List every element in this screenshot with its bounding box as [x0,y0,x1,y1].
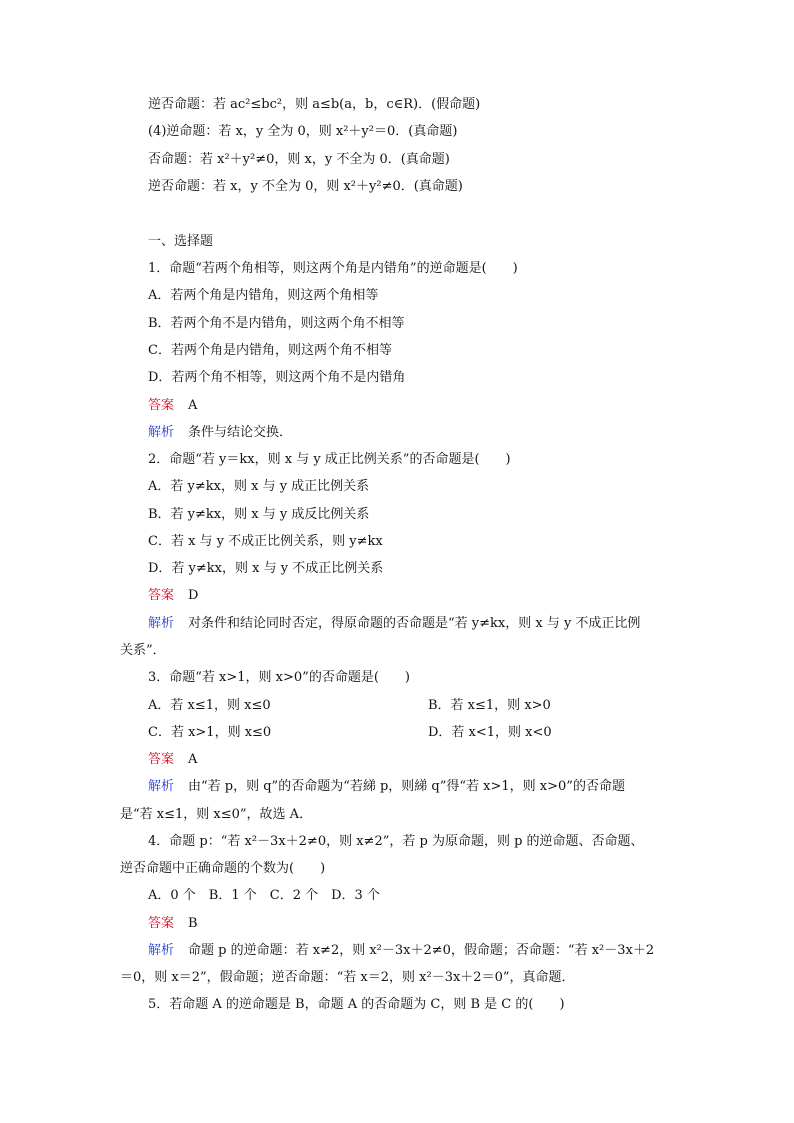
answer-label: 答案 [148,752,175,767]
text-line: 逆否命题：若 ac²≤bc²，则 a≤b(a，b，c∈R)．(假命题) [148,97,481,112]
analysis-label: 解析 [148,779,175,794]
question-2-stem: 2．命题“若 y＝kx，则 x 与 y 成正比例关系”的否命题是( ) [148,452,511,467]
question-2-option-d: D．若 y≠kx，则 x 与 y 不成正比例关系 [148,561,384,576]
section-heading: 一、选择题 [148,234,214,249]
question-1-option-b: B．若两个角不是内错角，则这两个角不相等 [148,316,405,331]
answer-value: A [188,752,198,767]
analysis-label: 解析 [148,425,175,440]
question-2-option-c: C．若 x 与 y 不成正比例关系，则 y≠kx [148,534,383,549]
question-4-stem: 4．命题 p：“若 x²－3x＋2≠0，则 x≠2”，若 p 为原命题，则 p 的逆命题、否命题、 [148,834,644,849]
question-3-stem: 3．命题“若 x>1，则 x>0”的否命题是( ) [148,670,410,685]
analysis-text: 由“若 p，则 q”的否命题为“若綈 p，则綈 q”得“若 x>1，则 x>0”的否命题 [188,779,625,794]
question-3-option-c: C．若 x>1，则 x≤0 [148,725,272,740]
answer-value: D [188,588,199,603]
text-line: (4)逆命题：若 x，y 全为 0，则 x²＋y²＝0．(真命题) [148,124,458,139]
text-line: 否命题：若 x²＋y²≠0，则 x，y 不全为 0．(真命题) [148,152,450,167]
question-5-stem: 5．若命题 A 的逆命题是 B，命题 A 的否命题为 C，则 B 是 C 的( ) [148,997,565,1012]
question-3-option-d: D．若 x<1，则 x<0 [428,725,552,740]
question-1-option-a: A．若两个角是内错角，则这两个角相等 [148,288,379,303]
question-1-stem: 1．命题“若两个角相等，则这两个角是内错角”的逆命题是( ) [148,261,518,276]
question-4-stem-continued: 逆否命题中正确命题的个数为( ) [120,861,326,876]
question-1-option-d: D．若两个角不相等，则这两个角不是内错角 [148,370,406,385]
question-2-option-a: A．若 y≠kx，则 x 与 y 成正比例关系 [148,479,370,494]
question-4-options: A．0 个 B．1 个 C．2 个 D．3 个 [148,888,380,903]
analysis-text-continued: ＝0，则 x＝2”，假命题；逆否命题：“若 x＝2，则 x²－3x＋2＝0”，真命题． [120,970,575,985]
question-3-option-a: A．若 x≤1，则 x≤0 [148,698,271,713]
answer-label: 答案 [148,398,175,413]
analysis-text: 对条件和结论同时否定，得原命题的否命题是“若 y≠kx，则 x 与 y 不成正比例 [188,616,641,631]
answer-label: 答案 [148,588,175,603]
answer-label: 答案 [148,916,175,931]
answer-value: A [188,398,198,413]
analysis-text: 条件与结论交换． [188,425,293,440]
answer-value: B [188,916,198,931]
question-3-option-b: B．若 x≤1，则 x>0 [428,698,551,713]
analysis-text-continued: 是“若 x≤1，则 x≤0”，故选 A． [120,807,313,822]
question-1-option-c: C．若两个角是内错角，则这两个角不相等 [148,343,392,358]
analysis-text-continued: 关系”． [120,643,166,658]
question-2-option-b: B．若 y≠kx，则 x 与 y 成反比例关系 [148,507,370,522]
analysis-label: 解析 [148,616,175,631]
text-line: 逆否命题：若 x，y 不全为 0，则 x²＋y²≠0．(真命题) [148,179,463,194]
analysis-text: 命题 p 的逆命题：若 x≠2，则 x²－3x＋2≠0，假命题；否命题：“若 x²－3x＋2 [188,943,655,958]
analysis-label: 解析 [148,943,175,958]
